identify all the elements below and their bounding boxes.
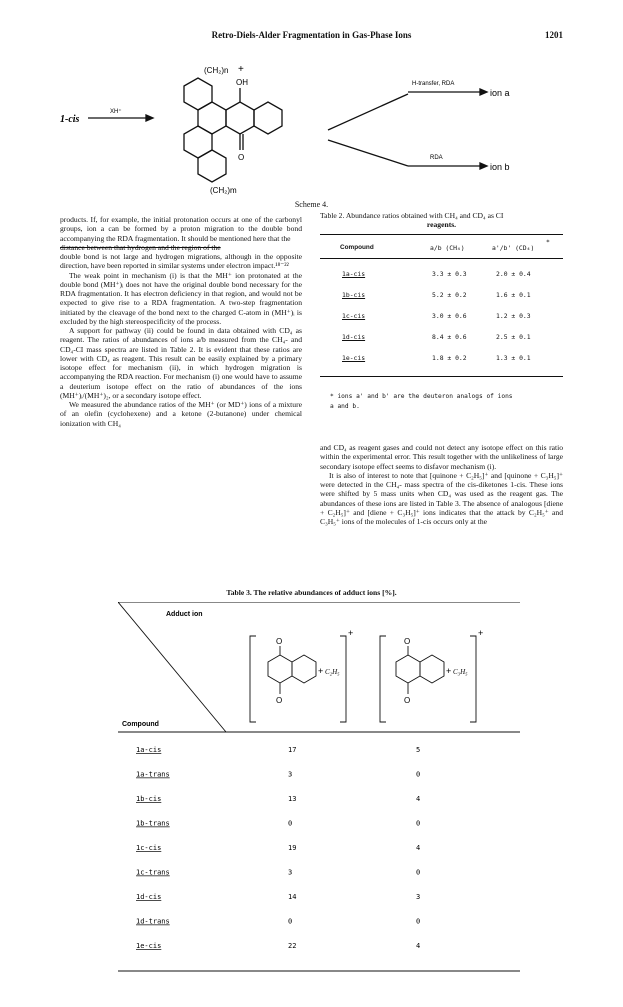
scheme-bottom-substituent: (CH₂)m [210,186,237,195]
table-2-value-cell: 1.2 ± 0.3 [496,312,531,320]
table-3-compound-cell: 1b-trans [136,819,170,828]
table-2-caption-line: Table 2. Abundance ratios obtained with CH₄ and CD₄ as CI [320,211,504,220]
table-2-value-cell: 8.4 ± 0.6 [432,333,467,341]
table-3-value-cell: 0 [416,770,421,779]
table-2 [320,232,563,382]
adduct-2-plus: + [446,666,452,676]
adduct-2-o-top: O [404,637,411,646]
table-3-compound-cell: 1e-cis [136,942,162,950]
table-3-compound-cell: 1c-cis [136,844,162,852]
table-2-compound-cell: 1d-cis [342,333,366,341]
adduct-2-charge: + [478,628,484,638]
table-2-compound-cell: 1a-cis [342,270,366,278]
table-2-caption-line: reagents. [426,220,457,229]
table-3-header-compound: Compound [122,721,159,728]
table-2-compound-cell: 1b-cis [342,291,366,299]
table-2-value-cell: 1.8 ± 0.2 [432,354,467,362]
scheme-plus: + [238,64,244,75]
scheme-oh: OH [236,78,248,87]
table-2-value-cell: 1.6 ± 0.1 [496,291,531,299]
table-2-header-compound: Compound [340,244,374,251]
paragraph: products. If, for example, the initial protonation occurs at one of the carbonyl groups, ion a can be formed by a proton migration to the double bond accompanying the RDA fragmentation. It should be mentioned here that the [60,215,302,243]
scheme-arrow-label: XH⁺ [110,109,122,115]
table-2-footnote-line: a and b. [330,403,360,410]
adduct-1-substituent: C₂H₅ [325,668,340,676]
scheme-4-figure [60,58,580,198]
table-3-value-cell: 13 [288,795,297,803]
table-3-value-cell: 17 [288,746,297,754]
paragraph: and CD₄ as reagent gases and could not detect any isotope effect on this ratio within the experimental error. This result together with the unlikeliness of large secondary isotope effect seems to disfavor mechanism (i). [320,443,563,471]
scheme-path-a-label: H-transfer, RDA [412,81,455,87]
scheme-path-b-product: ion b [490,162,510,172]
left-column-text [60,215,302,428]
adduct-1-plus: + [318,666,324,676]
table-3-compound-cell: 1c-trans [136,868,170,877]
adduct-2-substituent: C₃H₅ [453,668,468,676]
table-2-header-footnote-mark: * [546,238,550,246]
running-head: Retro-Diels-Alder Fragmentation in Gas-Phase Ions [211,30,412,40]
paragraph: double bond is not large and hydrogen migrations, although in the opposite direction, have been reported in similar systems under electron impact.¹⁸⁻²² [60,252,302,271]
table-3-compound-cell: 1a-cis [136,746,162,754]
table-3-compound-cell: 1a-trans [136,770,170,779]
table-3-compound-cell: 1d-trans [136,917,170,926]
table-3-compound-cell: 1d-cis [136,893,162,901]
paragraph: It is also of interest to note that [quinone + C₂H₅]⁺ and [quinone + C₃H₅]⁺ were detected in the CH₄- mass spectra of the cis-diketones 1-cis. These ions were shifted by 5 mass units when CD₄ was used as the reagent gas. The abundances of these ions are listed in Table 3. The absence of analogous [diene + C₂H₅]⁺ and [diene + C₃H₅]⁺ ions indicates that the attack by C₂H₅⁺ and C₃H₅⁺ ions of the molecules of 1-cis occurs only at the [320,470,563,526]
paragraph: We measured the abundance ratios of the MH⁺ (or MD⁺) ions of a mixture of an olefin (cyclohexene) and a ketone (2-butanone) under chemical ionization with CH₄ [60,400,302,428]
table-3-value-cell: 0 [416,917,421,926]
page-number: 1201 [545,30,563,40]
table-3-value-cell: 4 [416,844,421,852]
table-3-compound-cell: 1b-cis [136,795,162,803]
table-3-value-cell: 3 [416,893,421,901]
adduct-1-o-top: O [276,637,283,646]
table-3-value-cell: 0 [416,819,421,828]
scheme-top-substituent: (CH₂)n [204,66,229,75]
table-2-value-cell: 2.5 ± 0.1 [496,333,531,341]
adduct-1-charge: + [348,628,354,638]
table-3 [118,602,520,972]
paragraph-struck-line: distance between that hydrogen and the region of the [60,242,221,252]
table-2-header-ch4: a/b (CH₄) [430,244,465,252]
scheme-caption: Scheme 4. [294,200,329,209]
scheme-start-label: 1-cis [60,114,80,125]
paragraph: The weak point in mechanism (i) is that the MH⁺ ion protonated at the double bond (MH⁺)ᵢ does not have the original double bond necessary for the RDA fragmentation. It has electron deficiency in that region, and would not be expected to give rise to a RDA fragmentation. A two-step fragmentation initiated by the cleavage of the bond next to the charged C-atom in (MH⁺)ᵢ is excluded by the high stereospecificity of the process. [60,270,302,326]
table-3-value-cell: 3 [288,868,293,877]
table-3-header-adduct: Adduct ion [166,611,203,618]
right-column-text [320,443,563,526]
table-3-value-cell: 0 [416,868,421,877]
table-3-value-cell: 0 [288,819,293,828]
table-2-compound-cell: 1c-cis [342,312,366,320]
table-2-value-cell: 2.0 ± 0.4 [496,270,531,278]
table-3-value-cell: 5 [416,746,421,754]
table-2-value-cell: 3.3 ± 0.3 [432,270,467,278]
table-2-footnote-line: * ions a' and b' are the deuteron analogs of ions [330,393,513,400]
table-2-footnote [330,392,563,412]
table-3-value-cell: 14 [288,893,297,901]
table-2-value-cell: 3.0 ± 0.6 [432,312,467,320]
paragraph: A support for pathway (ii) could be found in data obtained with CD₄ as reagent. The ratios of abundances of ions a/b measured from the CH₄- and CD₄-CI mass spectra are listed in Table 2. It is evident that these ratios are lower with CD₄ as reagent. This result can be easily explained by a primary isotope effect for mechanism (ii), in which hydrogen migration is accompanying the RDA reaction. For mechanism (i) one would have to assume a deuterium isotope effect on the ratio of abundances of the ions (MH⁺)ᵢ/(MH⁺)₂, or a secondary isotope effect. [60,326,302,400]
table-3-value-cell: 19 [288,844,297,852]
table-3-value-cell: 4 [416,942,421,950]
table-2-caption [320,211,563,229]
table-2-header-cd4: a'/b' (CD₄) [492,244,535,252]
table-3-value-cell: 22 [288,942,297,950]
adduct-2-o-bottom: O [404,696,411,705]
adduct-1-o-bottom: O [276,696,283,705]
table-3-value-cell: 3 [288,770,293,779]
table-2-value-cell: 5.2 ± 0.2 [432,291,467,299]
table-3-caption: Table 3. The relative abundances of adduct ions [%]. [226,588,397,597]
table-2-value-cell: 1.3 ± 0.1 [496,354,531,362]
table-2-compound-cell: 1e-cis [342,354,366,362]
table-3-value-cell: 4 [416,795,421,803]
scheme-o: O [238,153,245,162]
table-3-value-cell: 0 [288,917,293,926]
scheme-path-b-label: RDA [430,155,443,161]
scheme-path-a-product: ion a [490,88,510,98]
